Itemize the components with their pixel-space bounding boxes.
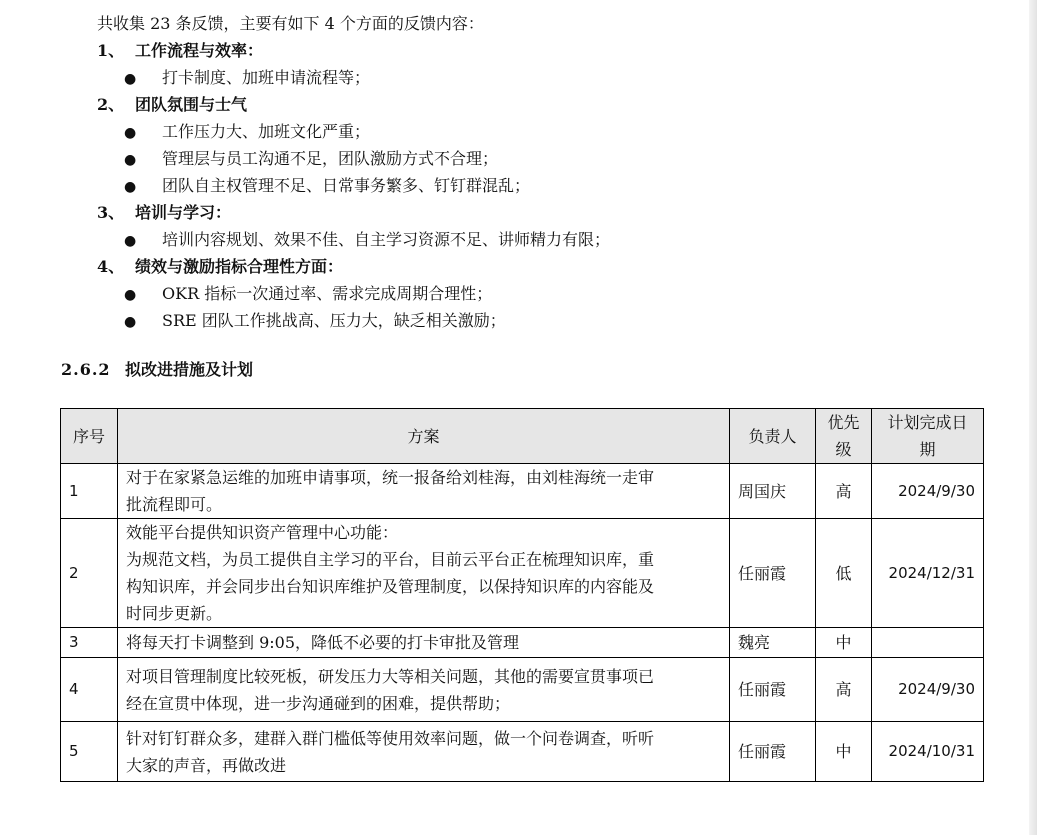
intro-text: 共收集 23 条反馈，主要有如下 4 个方面的反馈内容： bbox=[97, 14, 484, 33]
bullet-text: OKR 指标一次通过率、需求完成周期合理性； bbox=[162, 284, 493, 303]
section-heading-3 bbox=[97, 200, 231, 226]
cell-no: 3 bbox=[61, 628, 118, 658]
header-date-line2: 期 bbox=[919, 440, 936, 459]
section-heading-1 bbox=[97, 38, 263, 64]
cell-plan bbox=[118, 628, 730, 658]
bullet-text: SRE 团队工作挑战高、压力大，缺乏相关激励； bbox=[162, 311, 506, 330]
cell-priority: 中 bbox=[816, 722, 872, 782]
cell-date: 2024/10/31 bbox=[872, 722, 984, 782]
header-owner: 负责人 bbox=[730, 409, 816, 464]
bullet-text: 打卡制度、加班申请流程等； bbox=[162, 68, 371, 87]
plan-line: 针对钉钉群众多，建群入群门槛低等使用效率问题，做一个问卷调查，听听 bbox=[126, 728, 655, 748]
bullet-item bbox=[124, 119, 370, 146]
bullet-text: 管理层与员工沟通不足，团队激励方式不合理； bbox=[162, 149, 499, 168]
section-number: 4、 bbox=[97, 257, 125, 276]
section-title: 工作流程与效率： bbox=[135, 41, 264, 60]
plan-line: 批流程即可。 bbox=[126, 495, 223, 514]
cell-priority: 中 bbox=[816, 628, 872, 658]
section-number: 3、 bbox=[97, 203, 125, 222]
cell-no: 4 bbox=[61, 658, 118, 722]
section-title: 绩效与激励指标合理性方面： bbox=[135, 257, 344, 276]
subsection-title: 拟改进措施及计划 bbox=[125, 360, 254, 379]
bullet-dot-icon: ● bbox=[124, 152, 137, 168]
cell-priority: 低 bbox=[816, 519, 872, 628]
bullet-item bbox=[124, 146, 498, 173]
section-heading-4 bbox=[97, 254, 343, 280]
cell-date: 2024/9/30 bbox=[872, 658, 984, 722]
cell-priority: 高 bbox=[816, 464, 872, 519]
cell-date bbox=[872, 628, 984, 658]
section-number: 1、 bbox=[97, 41, 125, 60]
subsection-number: 2.6.2 bbox=[61, 360, 111, 379]
plan-line: 对于在家紧急运维的加班申请事项，统一报备给刘桂海，由刘桂海统一走审 bbox=[126, 468, 655, 487]
section-number: 2、 bbox=[97, 95, 125, 114]
bullet-item bbox=[124, 308, 506, 335]
header-no: 序号 bbox=[61, 409, 118, 464]
table-row bbox=[61, 464, 984, 519]
table-row bbox=[61, 519, 984, 628]
bullet-dot-icon: ● bbox=[124, 71, 137, 87]
table-row bbox=[61, 722, 984, 782]
table-row bbox=[61, 658, 984, 722]
plan-line: 为规范文档，为员工提供自主学习的平台，目前云平台正在梳理知识库，重 bbox=[126, 550, 655, 569]
header-date-line1: 计划完成日 bbox=[887, 413, 968, 432]
bullet-item bbox=[124, 65, 370, 92]
cell-priority: 高 bbox=[816, 658, 872, 722]
cell-no: 1 bbox=[61, 464, 118, 519]
plan-line: 构知识库，并会同步出台知识库维护及管理制度，以保持知识库的内容能及 bbox=[126, 577, 655, 596]
cell-plan bbox=[118, 722, 730, 782]
section-title: 团队氛围与士气 bbox=[135, 95, 248, 114]
bullet-dot-icon: ● bbox=[124, 179, 137, 195]
plan-table bbox=[60, 408, 984, 782]
cell-owner: 任丽霞 bbox=[730, 658, 816, 722]
bullet-text: 培训内容规划、效果不佳、自主学习资源不足、讲师精力有限； bbox=[162, 230, 611, 249]
plan-line: 经在宣贯中体现，进一步沟通碰到的困难，提供帮助； bbox=[126, 693, 511, 713]
plan-line: 效能平台提供知识资产管理中心功能： bbox=[126, 523, 399, 542]
section-heading-2 bbox=[97, 92, 247, 118]
plan-line: 大家的声音，再做改进 bbox=[126, 755, 287, 775]
page-edge-shadow bbox=[1029, 0, 1037, 835]
plan-line: 时同步更新。 bbox=[126, 604, 223, 623]
bullet-dot-icon: ● bbox=[124, 233, 137, 249]
cell-owner: 周国庆 bbox=[730, 464, 816, 519]
bullet-dot-icon: ● bbox=[124, 287, 137, 303]
bullet-item bbox=[124, 173, 530, 200]
header-date bbox=[872, 409, 984, 464]
cell-plan bbox=[118, 464, 730, 519]
header-priority-line1: 优先 bbox=[827, 413, 860, 432]
bullet-text: 团队自主权管理不足、日常事务繁多、钉钉群混乱； bbox=[162, 176, 531, 195]
subsection-heading bbox=[61, 357, 253, 383]
table-row bbox=[61, 628, 984, 658]
bullet-text: 工作压力大、加班文化严重； bbox=[162, 122, 371, 141]
bullet-item bbox=[124, 227, 610, 254]
section-title: 培训与学习： bbox=[135, 203, 232, 222]
bullet-dot-icon: ● bbox=[124, 314, 137, 330]
cell-owner: 任丽霞 bbox=[730, 722, 816, 782]
cell-owner: 魏亮 bbox=[730, 628, 816, 658]
header-priority-line2: 级 bbox=[835, 440, 852, 459]
cell-plan bbox=[118, 519, 730, 628]
header-priority bbox=[816, 409, 872, 464]
cell-no: 5 bbox=[61, 722, 118, 782]
cell-owner: 任丽霞 bbox=[730, 519, 816, 628]
plan-line: 将每天打卡调整到 9:05，降低不必要的打卡审批及管理 bbox=[126, 633, 520, 652]
table-header-row bbox=[61, 409, 984, 464]
bullet-dot-icon: ● bbox=[124, 125, 137, 141]
cell-date: 2024/12/31 bbox=[872, 519, 984, 628]
cell-no: 2 bbox=[61, 519, 118, 628]
bullet-item bbox=[124, 281, 492, 308]
header-plan: 方案 bbox=[118, 409, 730, 464]
plan-line: 对项目管理制度比较死板，研发压力大等相关问题，其他的需要宣贯事项已 bbox=[126, 666, 655, 686]
cell-date: 2024/9/30 bbox=[872, 464, 984, 519]
cell-plan bbox=[118, 658, 730, 722]
